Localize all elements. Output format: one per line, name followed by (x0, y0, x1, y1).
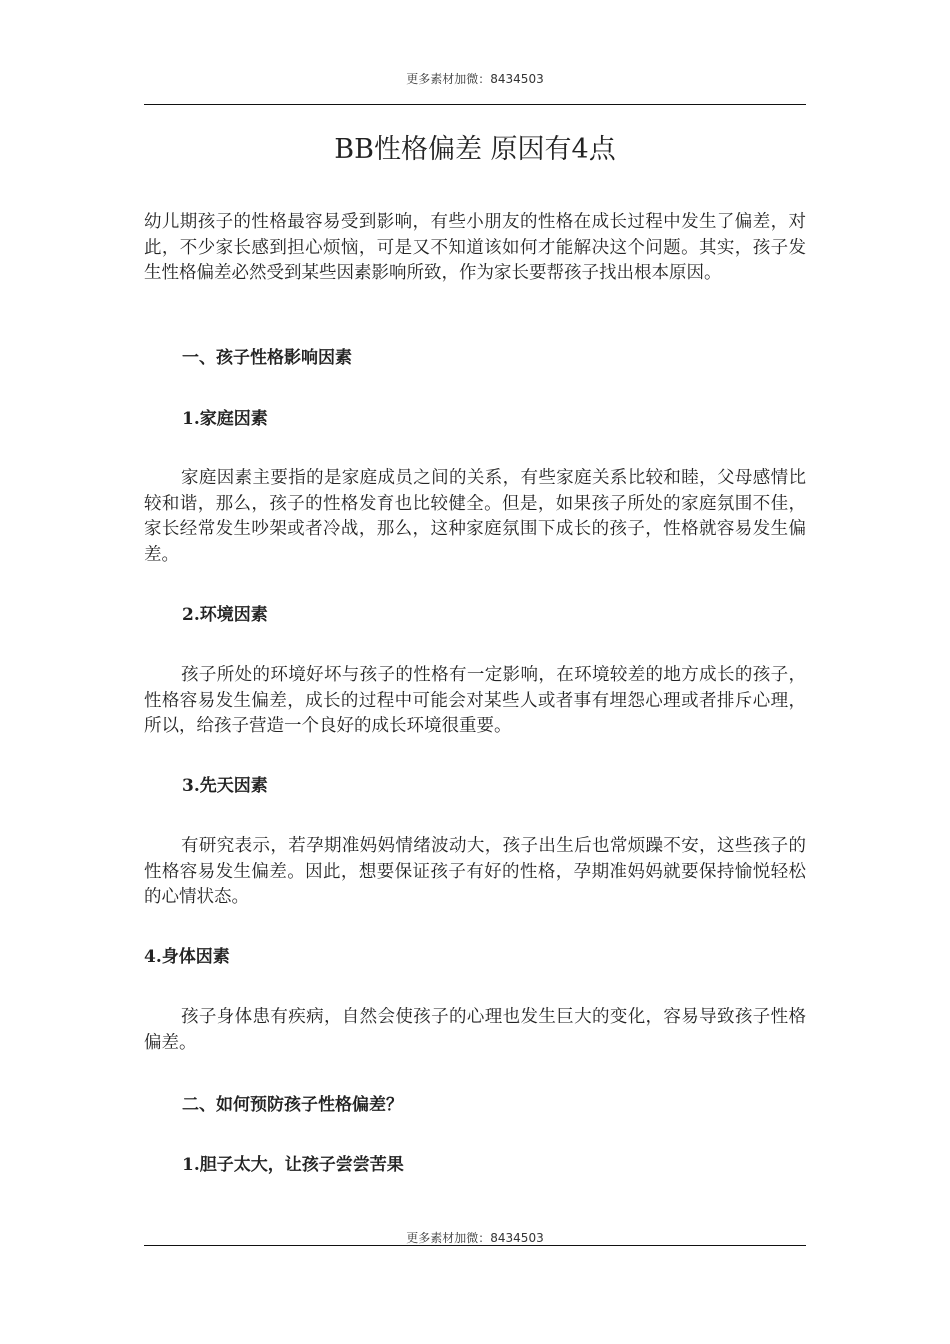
factor-physical-heading: 4.身体因素 (144, 947, 230, 967)
document-title: BB性格偏差 原因有4点 (334, 134, 616, 165)
section-2-heading: 二、如何预防孩子性格偏差？ (182, 1095, 403, 1115)
header-divider (144, 104, 806, 105)
factor-family-heading: 1.家庭因素 (182, 409, 268, 429)
page-header: 更多素材加微：8434503 (406, 72, 544, 86)
factor-physical-text: 孩子身体患有疾病，自然会使孩子的心理也发生巨大的变化，容易导致孩子性格偏差。 (144, 1007, 806, 1053)
factor-congenital-text: 有研究表示，若孕期准妈妈情绪波动大，孩子出生后也常烦躁不安，这些孩子的性格容易发生偏差。因此，想要保证孩子有好的性格，孕期准妈妈就要保持愉悦轻松的心情状态。 (144, 836, 806, 907)
factor-congenital-heading: 3.先天因素 (182, 776, 268, 796)
prevention-1-heading: 1.胆子太大，让孩子尝尝苦果 (182, 1155, 404, 1175)
page-footer: 更多素材加微：8434503 (406, 1231, 544, 1245)
factor-environment-text: 孩子所处的环境好坏与孩子的性格有一定影响，在环境较差的地方成长的孩子，性格容易发生偏差，成长的过程中可能会对某些人或者事有埋怨心理或者排斥心理，所以，给孩子营造一个良好的成长环境很重要。 (144, 665, 806, 736)
factor-environment-heading: 2.环境因素 (182, 605, 268, 625)
footer-divider (144, 1245, 806, 1246)
section-1-heading: 一、孩子性格影响因素 (182, 348, 352, 368)
factor-family-text: 家庭因素主要指的是家庭成员之间的关系，有些家庭关系比较和睦，父母感情比较和谐，那么，孩子的性格发育也比较健全。但是，如果孩子所处的家庭氛围不佳，家长经常发生吵架或者冷战，那么，这种家庭氛围下成长的孩子，性格就容易发生偏差。 (144, 468, 806, 565)
intro-paragraph: 幼儿期孩子的性格最容易受到影响，有些小朋友的性格在成长过程中发生了偏差，对此，不少家长感到担心烦恼，可是又不知道该如何才能解决这个问题。其实，孩子发生性格偏差必然受到某些因素影响所致，作为家长要帮孩子找出根本原因。 (144, 212, 806, 283)
